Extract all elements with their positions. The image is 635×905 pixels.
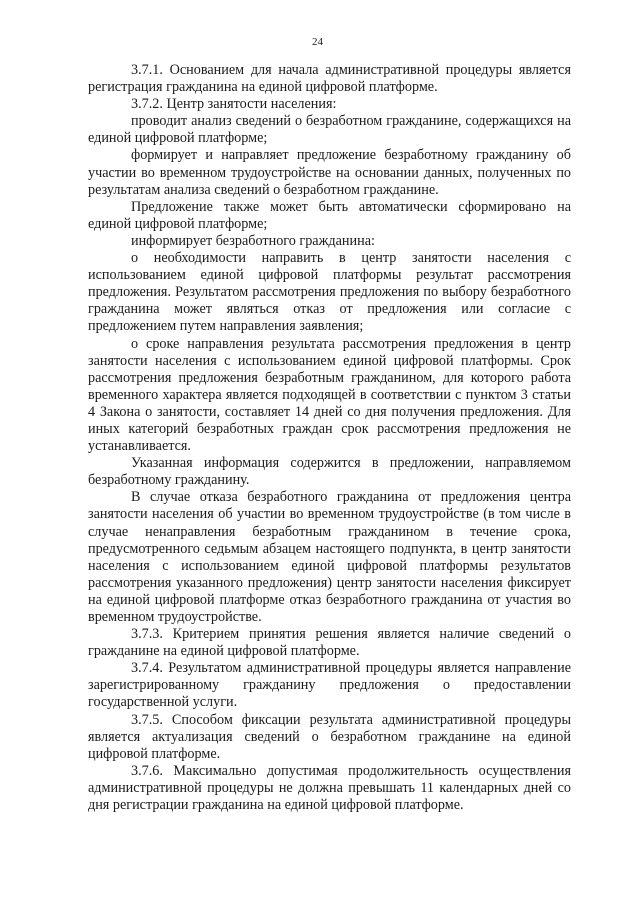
paragraph-analysis: проводит анализ сведений о безработном гражданине, содержащихся на единой цифровой платформе; [88,113,571,147]
document-body [88,62,571,814]
paragraph-forms-offer: формирует и направляет предложение безработному гражданину об участии во временном трудоустройстве на основании данных, полученных по результатам анализа сведений о безработном гражданине. [88,147,571,198]
paragraph-3-7-6: 3.7.6. Максимально допустимая продолжительность осуществления административной процедуры не должна превышать 11 календарных дней со дня регистрации гражданина на единой цифровой платформе. [88,762,571,814]
page-number: 24 [312,36,323,48]
paragraph-3-7-5: 3.7.5. Способом фиксации результата административной процедуры является актуализация сведений о безработном гражданине на единой цифровой платформе. [88,711,571,762]
paragraph-3-7-3: 3.7.3. Критерием принятия решения является наличие сведений о гражданине на единой цифровой платформе. [88,626,571,660]
paragraph-refusal: В случае отказа безработного гражданина от предложения центра занятости населения об участии во временном трудоустройстве (в том числе в случае ненаправления безработным гражданином в течение срока, предусмотренного седьмым абзацем настоящего подпункта, в центр занятости населения с использованием единой цифровой платформы результатов рассмотрения указанного предложения) центр занятости населения фиксирует на единой цифровой платформе отказ безработного гражданина от участия во временном трудоустройстве. [88,489,571,625]
paragraph-informs: информирует безработного гражданина: [131,232,375,249]
paragraph-info-contained: Указанная информация содержится в предложении, направляемом безработному гражданину. [88,455,571,489]
paragraph-3-7-1: 3.7.1. Основанием для начала административной процедуры является регистрация гражданина на единой цифровой платформе. [88,62,571,96]
paragraph-necessity: о необходимости направить в центр занятости населения с использованием единой цифровой платформы результат рассмотрения предложения. Результатом рассмотрения предложения по выбору безработного гражданина может являться отказ от предложения или согласие с предложением путем направления заявления; [88,250,571,335]
paragraph-auto-offer: Предложение также может быть автоматически сформировано на единой цифровой платформе; [88,198,571,232]
paragraph-3-7-4: 3.7.4. Результатом административной процедуры является направление зарегистрированному гражданину предложения о предоставлении государственной услуги. [88,660,571,711]
paragraph-deadline: о сроке направления результата рассмотрения предложения в центр занятости населения с использованием единой цифровой платформы. Срок рассмотрения предложения безработным гражданином, для которого работа временного характера является подходящей в соответствии с пунктом 3 статьи 4 Закона о занятости, составляет 14 дней со дня получения предложения. Для иных категорий безработных граждан срок рассмотрения предложения не устанавливается. [88,335,571,455]
paragraph-3-7-2: 3.7.2. Центр занятости населения: [131,96,337,113]
